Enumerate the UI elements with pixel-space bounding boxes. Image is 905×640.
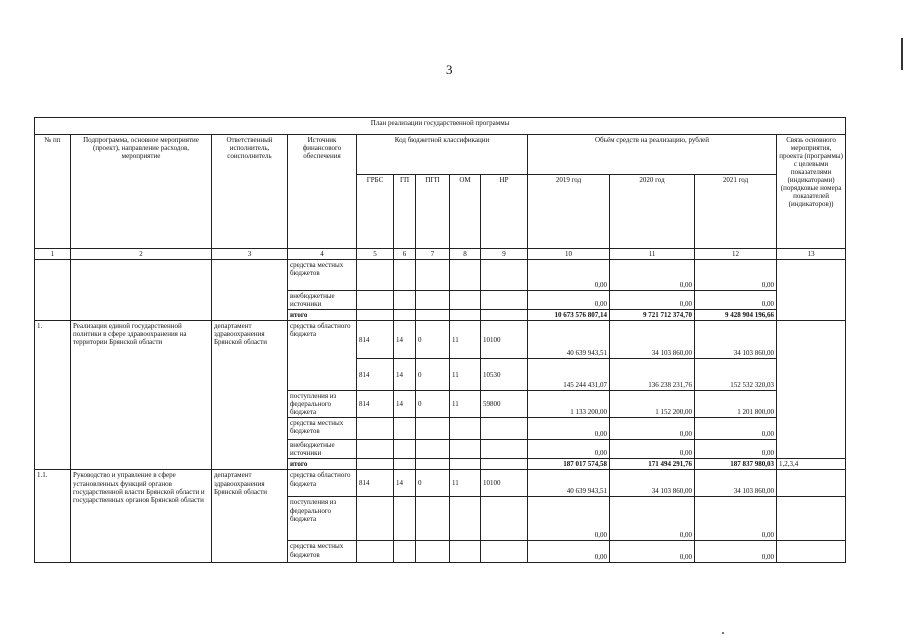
cell-2021: 34 103 860,00 [695,470,777,497]
cell-2020: 0,00 [610,418,695,440]
header-2019: 2019 год [528,175,610,249]
cell-2019: 0,00 [528,291,610,310]
header-om: ОМ [450,175,481,249]
header-link: Связь основного мероприятия, проекта (программы) с целевыми показателями (индикаторами) (порядковые номера показателей (индикаторов)) [777,135,846,249]
header-volume: Объём средств на реализацию, рублей [528,135,777,175]
cell-grbs: 814 [357,321,394,359]
cell-2021: 9 428 904 196,66 [695,310,777,321]
cell-link [777,541,846,563]
cell-pgp [416,260,450,291]
cell-pgp: 0 [416,359,450,391]
cell-link: 1,2,3,4 [777,459,846,470]
cell-grbs [357,541,394,563]
cell-gp [394,440,416,459]
program-plan-table [34,117,846,563]
column-number: 3 [212,249,288,260]
cell-2021: 34 103 860,00 [695,321,777,359]
cell-2020: 0,00 [610,497,695,541]
cell-2020: 0,00 [610,541,695,563]
cell-link [777,497,846,541]
cell-2020: 0,00 [610,291,695,310]
cell-gp: 14 [394,470,416,497]
cell-2021: 0,00 [695,497,777,541]
cell-pgp [416,418,450,440]
cell-grbs [357,418,394,440]
table-row [35,260,846,291]
header-source: Источник финансового обеспечения [288,135,357,249]
cell-source: средства местных бюджетов [288,260,357,291]
cell-num: 1. [35,321,71,470]
column-number: 8 [450,249,481,260]
cell-om [450,459,481,470]
cell-om [450,440,481,459]
cell-num: 1.1. [35,470,71,563]
column-number: 7 [416,249,450,260]
cell-pgp [416,440,450,459]
cell-2021: 1 201 800,00 [695,391,777,418]
cell-pgp [416,459,450,470]
cell-executor: департамент здравоохранения Брянской области [212,470,288,563]
cell-nr [481,418,528,440]
cell-link [777,470,846,497]
column-number: 13 [777,249,846,260]
cell-2021: 0,00 [695,541,777,563]
column-number: 10 [528,249,610,260]
page-number: 3 [446,62,453,77]
cell-2019: 0,00 [528,440,610,459]
cell-nr [481,440,528,459]
cell-2021: 187 837 980,03 [695,459,777,470]
cell-grbs [357,497,394,541]
cell-2020: 0,00 [610,260,695,291]
cell-pgp [416,497,450,541]
cell-nr [481,260,528,291]
cell-source: средства областного бюджета [288,321,357,391]
cell-pgp [416,541,450,563]
column-number: 2 [71,249,212,260]
scan-dot [722,632,724,634]
cell-om [450,260,481,291]
cell-gp [394,291,416,310]
cell-om [450,291,481,310]
column-number: 4 [288,249,357,260]
cell-2021: 152 532 320,03 [695,359,777,391]
cell-2019: 1 133 200,00 [528,391,610,418]
cell-link [777,321,846,459]
cell-pgp [416,291,450,310]
table-row [35,321,846,359]
cell-2020: 34 103 860,00 [610,470,695,497]
cell-gp: 14 [394,359,416,391]
cell-grbs [357,459,394,470]
cell-2019: 0,00 [528,541,610,563]
cell-2020: 136 238 231,76 [610,359,695,391]
cell-2021: 0,00 [695,260,777,291]
cell-nr [481,459,528,470]
cell-link [777,260,846,321]
cell-2020: 9 721 712 374,70 [610,310,695,321]
cell-grbs [357,310,394,321]
column-number: 12 [695,249,777,260]
cell-grbs: 814 [357,391,394,418]
column-number: 9 [481,249,528,260]
cell-nr [481,291,528,310]
cell-pgp: 0 [416,470,450,497]
column-number: 1 [35,249,71,260]
cell-gp [394,497,416,541]
cell-grbs: 814 [357,359,394,391]
cell-gp [394,260,416,291]
header-grbs: ГРБС [357,175,394,249]
scan-edge-mark [901,38,903,70]
header-num: № пп [35,135,71,249]
cell-subprogram [71,260,212,321]
column-number-row [35,249,846,260]
table-title: План реализации государственной программы [35,118,846,135]
header-2021: 2021 год [695,175,777,249]
cell-nr: 10100 [481,321,528,359]
cell-gp [394,541,416,563]
table-row [35,470,846,497]
cell-2021: 0,00 [695,418,777,440]
cell-2019: 40 639 943,51 [528,321,610,359]
cell-gp: 14 [394,321,416,359]
cell-source: итого [288,459,357,470]
cell-gp: 14 [394,391,416,418]
cell-om: 11 [450,470,481,497]
column-number: 5 [357,249,394,260]
cell-2020: 1 152 200,00 [610,391,695,418]
cell-2019: 0,00 [528,497,610,541]
cell-source: средства областного бюджета [288,470,357,497]
cell-gp [394,310,416,321]
header-2020: 2020 год [610,175,695,249]
cell-grbs [357,440,394,459]
cell-om [450,418,481,440]
cell-num [35,260,71,321]
cell-om [450,497,481,541]
cell-nr: 10100 [481,470,528,497]
cell-2019: 40 639 943,51 [528,470,610,497]
cell-grbs [357,260,394,291]
cell-subprogram: Руководство и управление в сфере установленных функций органов государственной власти Брянской области и государственных органов Брянской области [71,470,212,563]
cell-subprogram: Реализация единой государственной политики в сфере здравоохранения на территории Брянской области [71,321,212,470]
cell-om [450,541,481,563]
cell-nr [481,497,528,541]
cell-2021: 0,00 [695,440,777,459]
header-budget-code: Код бюджетной классификации [357,135,528,175]
cell-executor: департамент здравоохранения Брянской области [212,321,288,470]
cell-om [450,310,481,321]
cell-om: 11 [450,359,481,391]
header-subprogram: Подпрограмма, основное мероприятие (проект), направление расходов, мероприятие [71,135,212,249]
cell-pgp [416,310,450,321]
header-gp: ГП [394,175,416,249]
cell-source: поступления из федерального бюджета [288,391,357,418]
cell-pgp: 0 [416,391,450,418]
header-executor: Ответственный исполнитель, соисполнитель [212,135,288,249]
cell-pgp: 0 [416,321,450,359]
cell-om: 11 [450,391,481,418]
cell-source: итого [288,310,357,321]
cell-source: средства местных бюджетов [288,418,357,440]
cell-om: 11 [450,321,481,359]
cell-nr: 59800 [481,391,528,418]
cell-gp [394,418,416,440]
cell-nr [481,541,528,563]
cell-nr [481,310,528,321]
cell-grbs [357,291,394,310]
cell-2020: 171 494 291,76 [610,459,695,470]
cell-source: внебюджетные источники [288,291,357,310]
cell-source: средства местных бюджетов [288,541,357,563]
column-number: 11 [610,249,695,260]
cell-source: внебюджетные источники [288,440,357,459]
header-pgp: ПГП [416,175,450,249]
cell-2020: 0,00 [610,440,695,459]
cell-2019: 0,00 [528,418,610,440]
cell-2019: 145 244 431,07 [528,359,610,391]
column-number: 6 [394,249,416,260]
cell-nr: 10530 [481,359,528,391]
cell-executor [212,260,288,321]
header-nr: НР [481,175,528,249]
cell-2020: 34 103 860,00 [610,321,695,359]
cell-source: поступления из федерального бюджета [288,497,357,541]
cell-grbs: 814 [357,470,394,497]
cell-gp [394,459,416,470]
cell-2021: 0,00 [695,291,777,310]
cell-2019: 10 673 576 807,14 [528,310,610,321]
cell-2019: 0,00 [528,260,610,291]
cell-2019: 187 017 574,58 [528,459,610,470]
